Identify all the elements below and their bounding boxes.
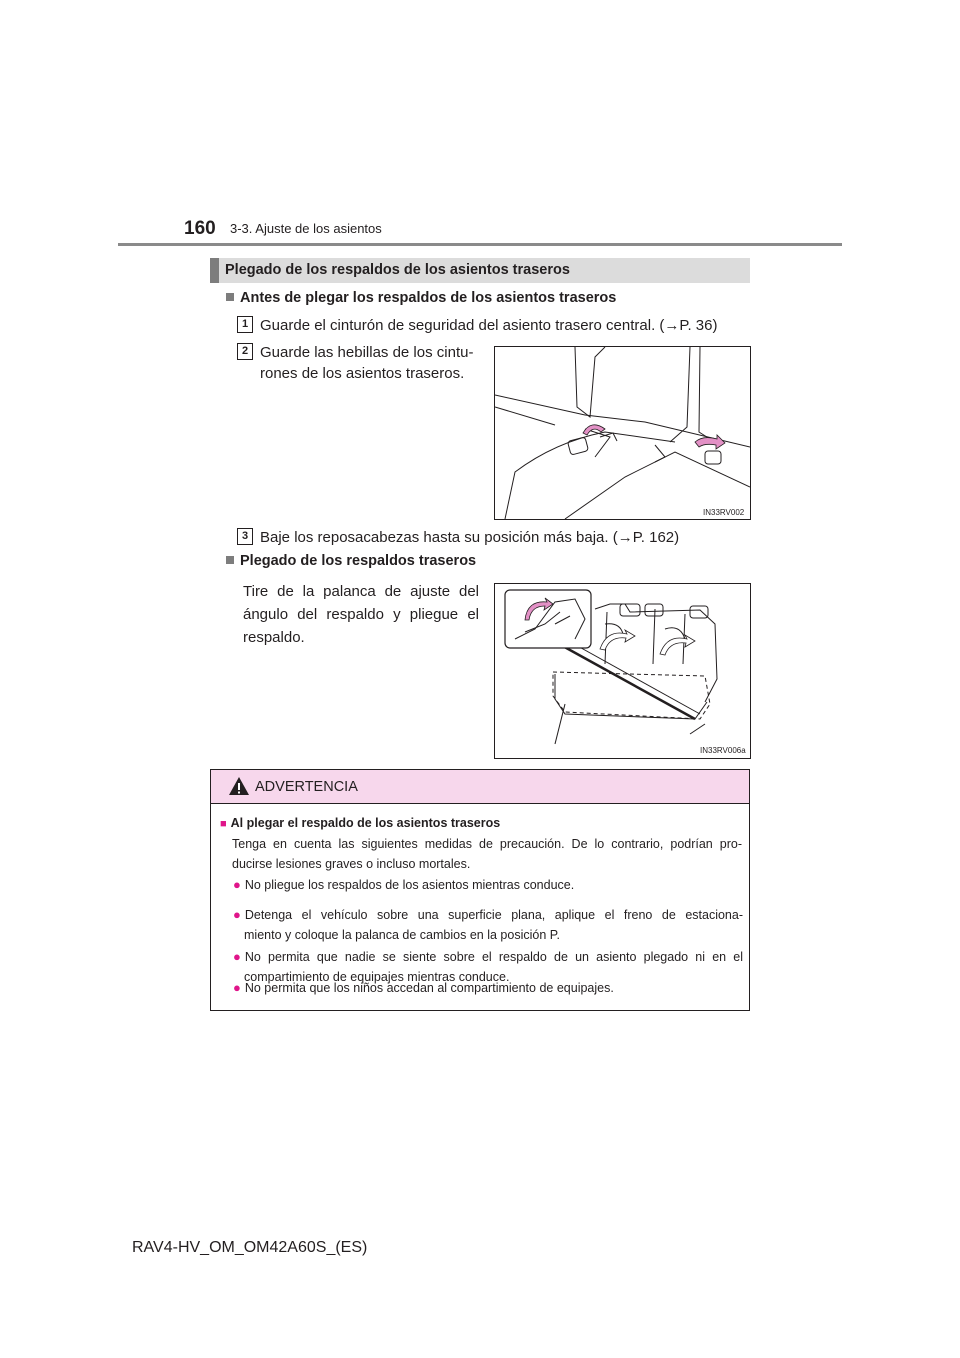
warning-box	[210, 769, 750, 1011]
warning-intro-line1: Tenga en cuenta las siguientes medidas de precaución. De lo contrario, podrían pro-	[232, 837, 742, 851]
pink-dot-icon: ●	[233, 980, 241, 995]
subsection-title-1: Antes de plegar los respaldos de los asientos traseros	[240, 290, 617, 306]
fold-seatback-illustration	[495, 584, 750, 758]
step-text-2	[260, 342, 473, 384]
pink-dot-icon: ●	[233, 907, 241, 922]
fold-instruction-line2: ángulo del respaldo y pliegue el	[243, 606, 479, 623]
square-bullet-icon	[226, 293, 234, 301]
section-title-bar	[210, 258, 750, 283]
figure-label-2: IN33RV006a	[700, 746, 746, 755]
warning-header	[211, 770, 749, 804]
warning-bullet-2	[233, 905, 743, 945]
figure-fold-seatback	[494, 583, 751, 759]
warning-intro-line2: ducirse lesiones graves o incluso mortales.	[232, 857, 471, 871]
warning-bullet-2-line2: miento y coloque la palanca de cambios en la posición P.	[244, 928, 560, 942]
step-number-1: 1	[237, 316, 253, 333]
step-text-1: Guarde el cinturón de seguridad del asiento trasero central. (→P. 36)	[260, 317, 718, 334]
fold-instruction-line3: respaldo.	[243, 629, 305, 646]
square-bullet-icon	[226, 556, 234, 564]
subsection-title-2: Plegado de los respaldos traseros	[240, 553, 477, 569]
document-code: RAV4-HV_OM_OM42A60S_(ES)	[132, 1239, 368, 1256]
warning-bullet-3-line1: No permita que nadie se siente sobre el respaldo de un asiento plegado ni en el	[244, 950, 743, 964]
fold-instruction-line1: Tire de la palanca de ajuste del	[243, 583, 479, 600]
warning-intro	[232, 834, 742, 874]
step-text-2-line1: Guarde las hebillas de los cintu-	[260, 344, 474, 361]
fold-instruction	[243, 580, 479, 649]
warning-heading	[220, 813, 500, 834]
step-text-2-line2: rones de los asientos traseros.	[260, 365, 465, 382]
warning-bullet-1	[233, 875, 574, 895]
warning-bullet-2-line1: Detenga el vehículo sobre una superficie plana, aplique el freno de estaciona-	[244, 908, 743, 922]
warning-triangle-icon	[228, 776, 250, 796]
subsection-heading-1	[226, 290, 616, 306]
warning-heading-text: Al plegar el respaldo de los asientos traseros	[230, 816, 501, 830]
step-number-2: 2	[237, 343, 253, 360]
figure-label-1: IN33RV002	[703, 508, 745, 517]
warning-bullet-4	[233, 978, 614, 998]
page-number: 160	[184, 218, 216, 239]
warning-bullet-4-text: No permita que los niños accedan al compartimiento de equipajes.	[244, 981, 614, 995]
step-text-3: Baje los reposacabezas hasta su posición más baja. (→P. 162)	[260, 529, 680, 546]
section-breadcrumb: 3-3. Ajuste de los asientos	[230, 221, 382, 236]
step-number-3: 3	[237, 528, 253, 545]
warning-bullet-3-line2: compartimiento de equipajes mientras conduce.	[244, 970, 510, 984]
pink-dot-icon: ●	[233, 949, 241, 964]
pink-square-icon: ■	[220, 818, 227, 830]
seatbelt-buckles-illustration	[495, 347, 750, 519]
warning-bullet-1-text: No pliegue los respaldos de los asientos mientras conduce.	[244, 878, 575, 892]
figure-seatbelt-buckles	[494, 346, 751, 520]
section-title: Plegado de los respaldos de los asientos traseros	[225, 262, 570, 278]
subsection-heading-2	[226, 553, 476, 569]
warning-title: ADVERTENCIA	[255, 779, 358, 795]
pink-dot-icon: ●	[233, 877, 241, 892]
header-rule	[118, 243, 842, 246]
